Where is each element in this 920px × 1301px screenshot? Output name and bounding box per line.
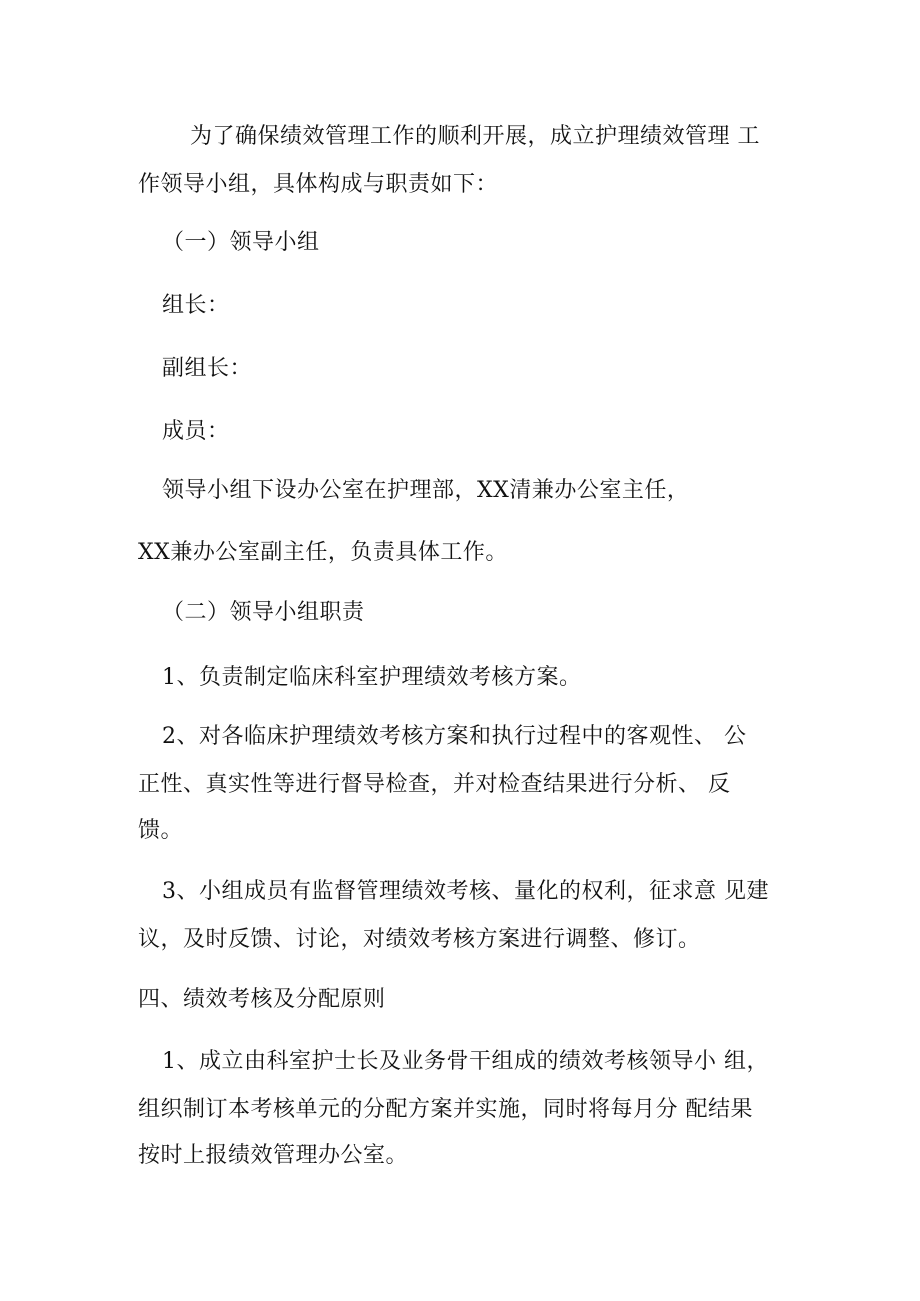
duty-item-1: 1、负责制定临床科室护理绩效考核方案。 <box>162 665 582 690</box>
duty-item-2-line-3: 馈。 <box>138 818 184 843</box>
principle-item-1-line-1: 1、成立由科室护士长及业务骨干组成的绩效考核领导小 组， <box>162 1049 769 1074</box>
section-heading-principles: 四、绩效考核及分配原则 <box>138 987 386 1012</box>
duty-item-2-line-1: 2、对各临床护理绩效考核方案和执行过程中的客观性、 公 <box>162 724 747 749</box>
duty-item-3-line-1: 3、小组成员有监督管理绩效考核、量化的权利，征求意 见建 <box>162 879 769 904</box>
duty-item-3-line-2: 议，及时反馈、讨论，对绩效考核方案进行调整、修订。 <box>138 927 701 952</box>
paragraph-intro-line-2: 作领导小组，具体构成与职责如下： <box>138 172 499 197</box>
deputy-leader-label: 副组长： <box>162 356 253 381</box>
principle-item-1-line-2: 组织制订本考核单元的分配方案并实施，同时将每月分 配结果 <box>138 1097 753 1122</box>
principle-item-1-line-3: 按时上报绩效管理办公室。 <box>138 1143 409 1168</box>
section-heading-duties: （二）领导小组职责 <box>162 600 365 625</box>
office-setup-line-2: XX兼办公室副主任，负责具体工作。 <box>138 540 508 565</box>
members-label: 成员： <box>162 419 230 444</box>
office-setup-line-1: 领导小组下设办公室在护理部，XX清兼办公室主任， <box>162 478 690 503</box>
section-heading-leadership-group: （一）领导小组 <box>162 230 320 255</box>
group-leader-label: 组长： <box>162 293 230 318</box>
paragraph-intro-line-1: 为了确保绩效管理工作的顺利开展，成立护理绩效管理 工 <box>190 124 760 149</box>
duty-item-2-line-2: 正性、真实性等进行督导检查，并对检查结果进行分析、 反 <box>138 772 731 797</box>
